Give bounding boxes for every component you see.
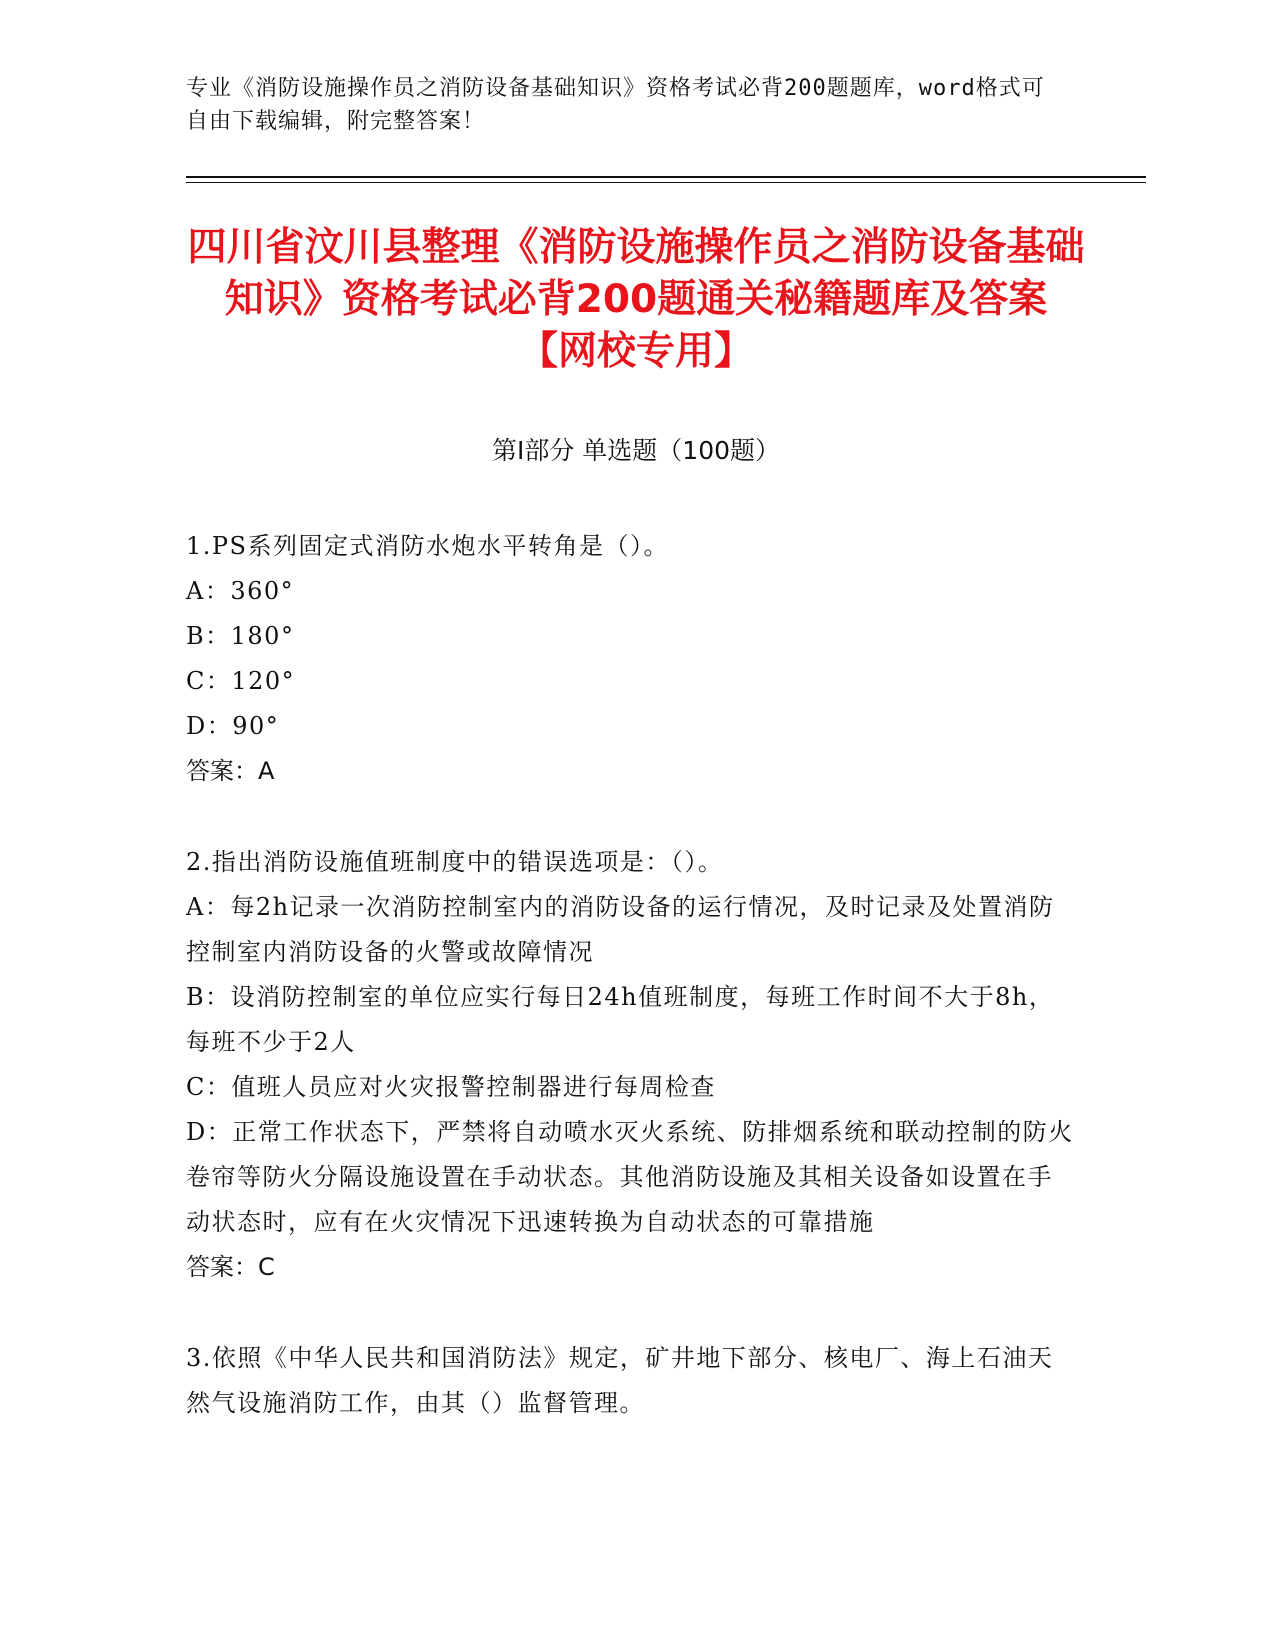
option-c: C：120° (186, 667, 296, 695)
answer: 答案：A (186, 757, 275, 785)
question-2 (186, 840, 1076, 1290)
option-b: B：180° (186, 622, 295, 650)
option-a: A：360° (186, 577, 295, 605)
question-stem: 3.依照《中华人民共和国消防法》规定，矿井地下部分、核电厂、海上石油天然气设施消防工作，由其（）监督管理。 (186, 1344, 1054, 1417)
section-heading: 第I部分 单选题（100题） (491, 436, 781, 465)
option-d: D：90° (186, 712, 280, 740)
question-stem: 2.指出消防设施值班制度中的错误选项是：（）。 (186, 848, 724, 876)
question-stem: 1.PS系列固定式消防水炮水平转角是（）。 (186, 532, 669, 560)
question-3 (186, 1336, 1076, 1426)
option-b: B：设消防控制室的单位应实行每日24h值班制度，每班工作时间不大于8h，每班不少于2人 (186, 983, 1055, 1056)
question-list (186, 524, 1076, 1472)
document-title: 四川省汶川县整理《消防设施操作员之消防设备基础知识》资格考试必背200题通关秘籍题库及答案【网校专用】 (187, 225, 1085, 374)
option-c: C：值班人员应对火灾报警控制器进行每周检查 (186, 1073, 716, 1101)
question-1 (186, 524, 1076, 794)
header-note: 专业《消防设施操作员之消防设备基础知识》资格考试必背200题题库，word格式可自由下载编辑，附完整答案！ (186, 76, 1045, 134)
option-a: A：每2h记录一次消防控制室内的消防设备的运行情况，及时记录及处置消防控制室内消防设备的火警或故障情况 (186, 893, 1055, 966)
header-divider-thin (186, 182, 1146, 183)
option-d: D：正常工作状态下，严禁将自动喷水灭火系统、防排烟系统和联动控制的防火卷帘等防火分隔设施设置在手动状态。其他消防设施及其相关设备如设置在手动状态时，应有在火灾情况下迅速转换为自动状态的可靠措施 (186, 1118, 1074, 1236)
header-divider-thick (186, 176, 1146, 178)
answer: 答案：C (186, 1253, 275, 1281)
